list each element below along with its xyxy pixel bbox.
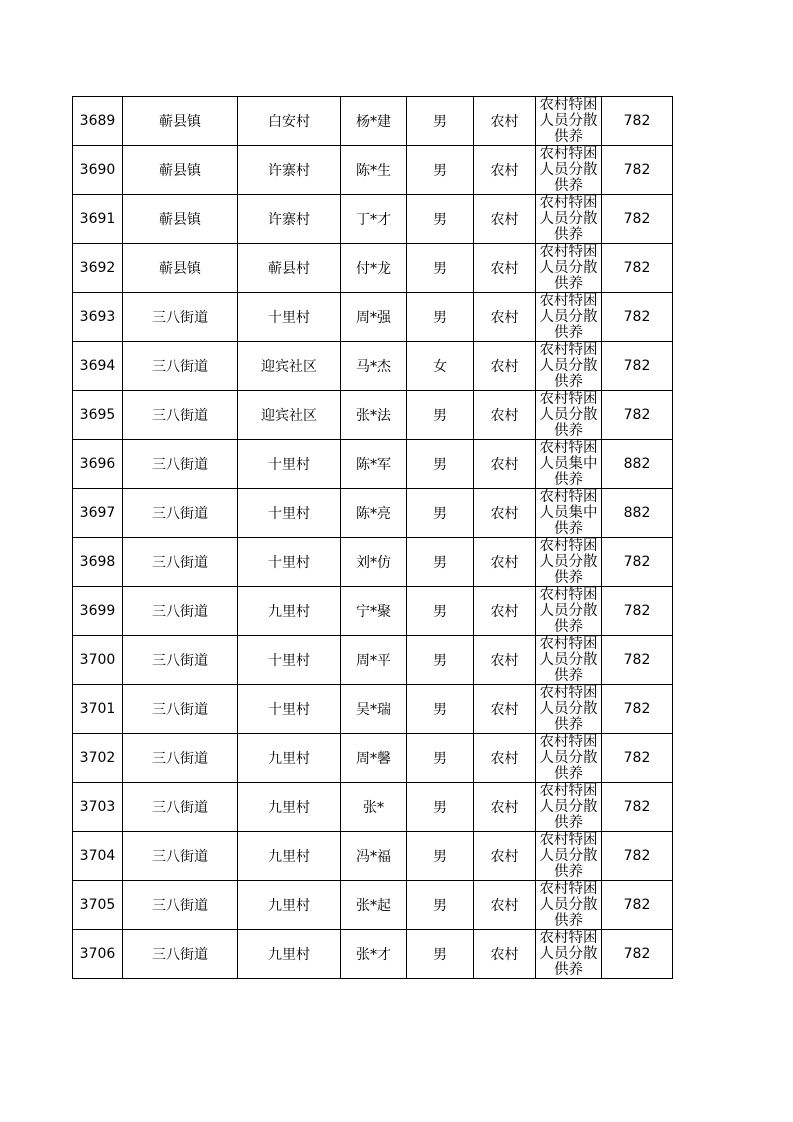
sex-cell: 男	[407, 538, 474, 587]
sex-cell: 男	[407, 146, 474, 195]
area-cell: 农村	[474, 636, 536, 685]
sex-cell: 男	[407, 440, 474, 489]
town-cell: 三八街道	[123, 440, 238, 489]
town-cell: 三八街道	[123, 391, 238, 440]
table-row	[73, 146, 673, 195]
area-cell: 农村	[474, 881, 536, 930]
table-row	[73, 881, 673, 930]
category-text: 农村特困人员分散供养	[539, 195, 598, 243]
row-number-cell: 3701	[73, 685, 123, 734]
sex-cell: 男	[407, 881, 474, 930]
area-cell: 农村	[474, 538, 536, 587]
row-number-cell: 3706	[73, 930, 123, 979]
name-cell: 周*平	[341, 636, 407, 685]
name-cell: 丁*才	[341, 195, 407, 244]
amount-cell: 782	[602, 97, 673, 146]
amount-cell: 782	[602, 930, 673, 979]
village-cell: 迎宾社区	[238, 391, 341, 440]
sex-cell: 男	[407, 489, 474, 538]
category-text: 农村特困人员分散供养	[539, 881, 598, 929]
sex-cell: 男	[407, 195, 474, 244]
amount-cell: 782	[602, 734, 673, 783]
name-cell: 宁*聚	[341, 587, 407, 636]
category-text: 农村特困人员分散供养	[539, 342, 598, 390]
category-cell	[536, 734, 602, 783]
village-cell: 九里村	[238, 783, 341, 832]
village-cell: 许寨村	[238, 146, 341, 195]
village-cell: 迎宾社区	[238, 342, 341, 391]
area-cell: 农村	[474, 146, 536, 195]
category-cell	[536, 97, 602, 146]
category-text: 农村特困人员分散供养	[539, 685, 598, 733]
name-cell: 张*才	[341, 930, 407, 979]
row-number-cell: 3693	[73, 293, 123, 342]
table-row	[73, 538, 673, 587]
village-cell: 九里村	[238, 832, 341, 881]
category-cell	[536, 538, 602, 587]
area-cell: 农村	[474, 391, 536, 440]
amount-cell: 782	[602, 783, 673, 832]
table-row	[73, 293, 673, 342]
village-cell: 十里村	[238, 293, 341, 342]
row-number-cell: 3699	[73, 587, 123, 636]
category-text: 农村特困人员分散供养	[539, 97, 598, 145]
amount-cell: 782	[602, 538, 673, 587]
category-cell	[536, 391, 602, 440]
name-cell: 陈*生	[341, 146, 407, 195]
amount-cell: 782	[602, 146, 673, 195]
category-cell	[536, 587, 602, 636]
village-cell: 许寨村	[238, 195, 341, 244]
category-cell	[536, 244, 602, 293]
row-number-cell: 3697	[73, 489, 123, 538]
category-text: 农村特困人员分散供养	[539, 146, 598, 194]
amount-cell: 782	[602, 587, 673, 636]
area-cell: 农村	[474, 734, 536, 783]
name-cell: 张*	[341, 783, 407, 832]
row-number-cell: 3704	[73, 832, 123, 881]
beneficiary-table	[72, 96, 673, 979]
amount-cell: 782	[602, 685, 673, 734]
category-cell	[536, 832, 602, 881]
area-cell: 农村	[474, 783, 536, 832]
town-cell: 三八街道	[123, 636, 238, 685]
name-cell: 付*龙	[341, 244, 407, 293]
amount-cell: 782	[602, 391, 673, 440]
category-text: 农村特困人员集中供养	[539, 440, 598, 488]
area-cell: 农村	[474, 930, 536, 979]
area-cell: 农村	[474, 832, 536, 881]
row-number-cell: 3698	[73, 538, 123, 587]
table-body	[73, 97, 673, 979]
sex-cell: 男	[407, 636, 474, 685]
category-text: 农村特困人员分散供养	[539, 734, 598, 782]
category-text: 农村特困人员分散供养	[539, 783, 598, 831]
category-text: 农村特困人员分散供养	[539, 587, 598, 635]
area-cell: 农村	[474, 342, 536, 391]
village-cell: 十里村	[238, 440, 341, 489]
category-text: 农村特困人员分散供养	[539, 930, 598, 978]
town-cell: 三八街道	[123, 538, 238, 587]
name-cell: 周*馨	[341, 734, 407, 783]
row-number-cell: 3692	[73, 244, 123, 293]
category-cell	[536, 930, 602, 979]
table-row	[73, 440, 673, 489]
town-cell: 三八街道	[123, 342, 238, 391]
table-row	[73, 636, 673, 685]
amount-cell: 782	[602, 244, 673, 293]
village-cell: 九里村	[238, 881, 341, 930]
category-cell	[536, 685, 602, 734]
town-cell: 三八街道	[123, 734, 238, 783]
area-cell: 农村	[474, 587, 536, 636]
category-text: 农村特困人员分散供养	[539, 832, 598, 880]
town-cell: 三八街道	[123, 783, 238, 832]
table-row	[73, 832, 673, 881]
name-cell: 陈*亮	[341, 489, 407, 538]
table-row	[73, 685, 673, 734]
village-cell: 九里村	[238, 734, 341, 783]
name-cell: 马*杰	[341, 342, 407, 391]
name-cell: 杨*建	[341, 97, 407, 146]
sex-cell: 男	[407, 587, 474, 636]
town-cell: 蕲县镇	[123, 97, 238, 146]
name-cell: 张*法	[341, 391, 407, 440]
village-cell: 十里村	[238, 538, 341, 587]
village-cell: 白安村	[238, 97, 341, 146]
row-number-cell: 3695	[73, 391, 123, 440]
category-cell	[536, 636, 602, 685]
category-cell	[536, 783, 602, 832]
table-row	[73, 97, 673, 146]
category-cell	[536, 440, 602, 489]
table-row	[73, 342, 673, 391]
town-cell: 蕲县镇	[123, 244, 238, 293]
area-cell: 农村	[474, 293, 536, 342]
town-cell: 三八街道	[123, 685, 238, 734]
category-text: 农村特困人员分散供养	[539, 391, 598, 439]
sex-cell: 男	[407, 244, 474, 293]
category-cell	[536, 146, 602, 195]
row-number-cell: 3691	[73, 195, 123, 244]
table-row	[73, 489, 673, 538]
amount-cell: 882	[602, 440, 673, 489]
area-cell: 农村	[474, 440, 536, 489]
table-row	[73, 734, 673, 783]
area-cell: 农村	[474, 685, 536, 734]
sex-cell: 男	[407, 930, 474, 979]
category-text: 农村特困人员分散供养	[539, 244, 598, 292]
amount-cell: 782	[602, 881, 673, 930]
category-cell	[536, 293, 602, 342]
name-cell: 冯*福	[341, 832, 407, 881]
amount-cell: 782	[602, 832, 673, 881]
area-cell: 农村	[474, 489, 536, 538]
amount-cell: 782	[602, 195, 673, 244]
name-cell: 刘*仿	[341, 538, 407, 587]
village-cell: 九里村	[238, 587, 341, 636]
sex-cell: 男	[407, 293, 474, 342]
town-cell: 三八街道	[123, 930, 238, 979]
amount-cell: 782	[602, 636, 673, 685]
sex-cell: 男	[407, 832, 474, 881]
town-cell: 三八街道	[123, 587, 238, 636]
sex-cell: 男	[407, 734, 474, 783]
category-text: 农村特困人员集中供养	[539, 489, 598, 537]
amount-cell: 782	[602, 293, 673, 342]
row-number-cell: 3694	[73, 342, 123, 391]
village-cell: 十里村	[238, 685, 341, 734]
table-row	[73, 783, 673, 832]
table-row	[73, 930, 673, 979]
name-cell: 陈*军	[341, 440, 407, 489]
row-number-cell: 3700	[73, 636, 123, 685]
table-row	[73, 244, 673, 293]
town-cell: 蕲县镇	[123, 195, 238, 244]
area-cell: 农村	[474, 195, 536, 244]
category-text: 农村特困人员分散供养	[539, 538, 598, 586]
village-cell: 九里村	[238, 930, 341, 979]
area-cell: 农村	[474, 97, 536, 146]
area-cell: 农村	[474, 244, 536, 293]
name-cell: 周*强	[341, 293, 407, 342]
category-cell	[536, 195, 602, 244]
name-cell: 吴*瑞	[341, 685, 407, 734]
amount-cell: 782	[602, 342, 673, 391]
sex-cell: 男	[407, 783, 474, 832]
table-row	[73, 587, 673, 636]
sex-cell: 女	[407, 342, 474, 391]
village-cell: 十里村	[238, 489, 341, 538]
sex-cell: 男	[407, 97, 474, 146]
row-number-cell: 3696	[73, 440, 123, 489]
category-cell	[536, 881, 602, 930]
town-cell: 蕲县镇	[123, 146, 238, 195]
category-text: 农村特困人员分散供养	[539, 293, 598, 341]
name-cell: 张*起	[341, 881, 407, 930]
town-cell: 三八街道	[123, 881, 238, 930]
category-cell	[536, 489, 602, 538]
town-cell: 三八街道	[123, 489, 238, 538]
village-cell: 十里村	[238, 636, 341, 685]
town-cell: 三八街道	[123, 293, 238, 342]
row-number-cell: 3702	[73, 734, 123, 783]
sex-cell: 男	[407, 391, 474, 440]
category-text: 农村特困人员分散供养	[539, 636, 598, 684]
town-cell: 三八街道	[123, 832, 238, 881]
category-cell	[536, 342, 602, 391]
row-number-cell: 3690	[73, 146, 123, 195]
amount-cell: 882	[602, 489, 673, 538]
table-row	[73, 195, 673, 244]
table-row	[73, 391, 673, 440]
village-cell: 蕲县村	[238, 244, 341, 293]
row-number-cell: 3703	[73, 783, 123, 832]
sex-cell: 男	[407, 685, 474, 734]
row-number-cell: 3689	[73, 97, 123, 146]
row-number-cell: 3705	[73, 881, 123, 930]
